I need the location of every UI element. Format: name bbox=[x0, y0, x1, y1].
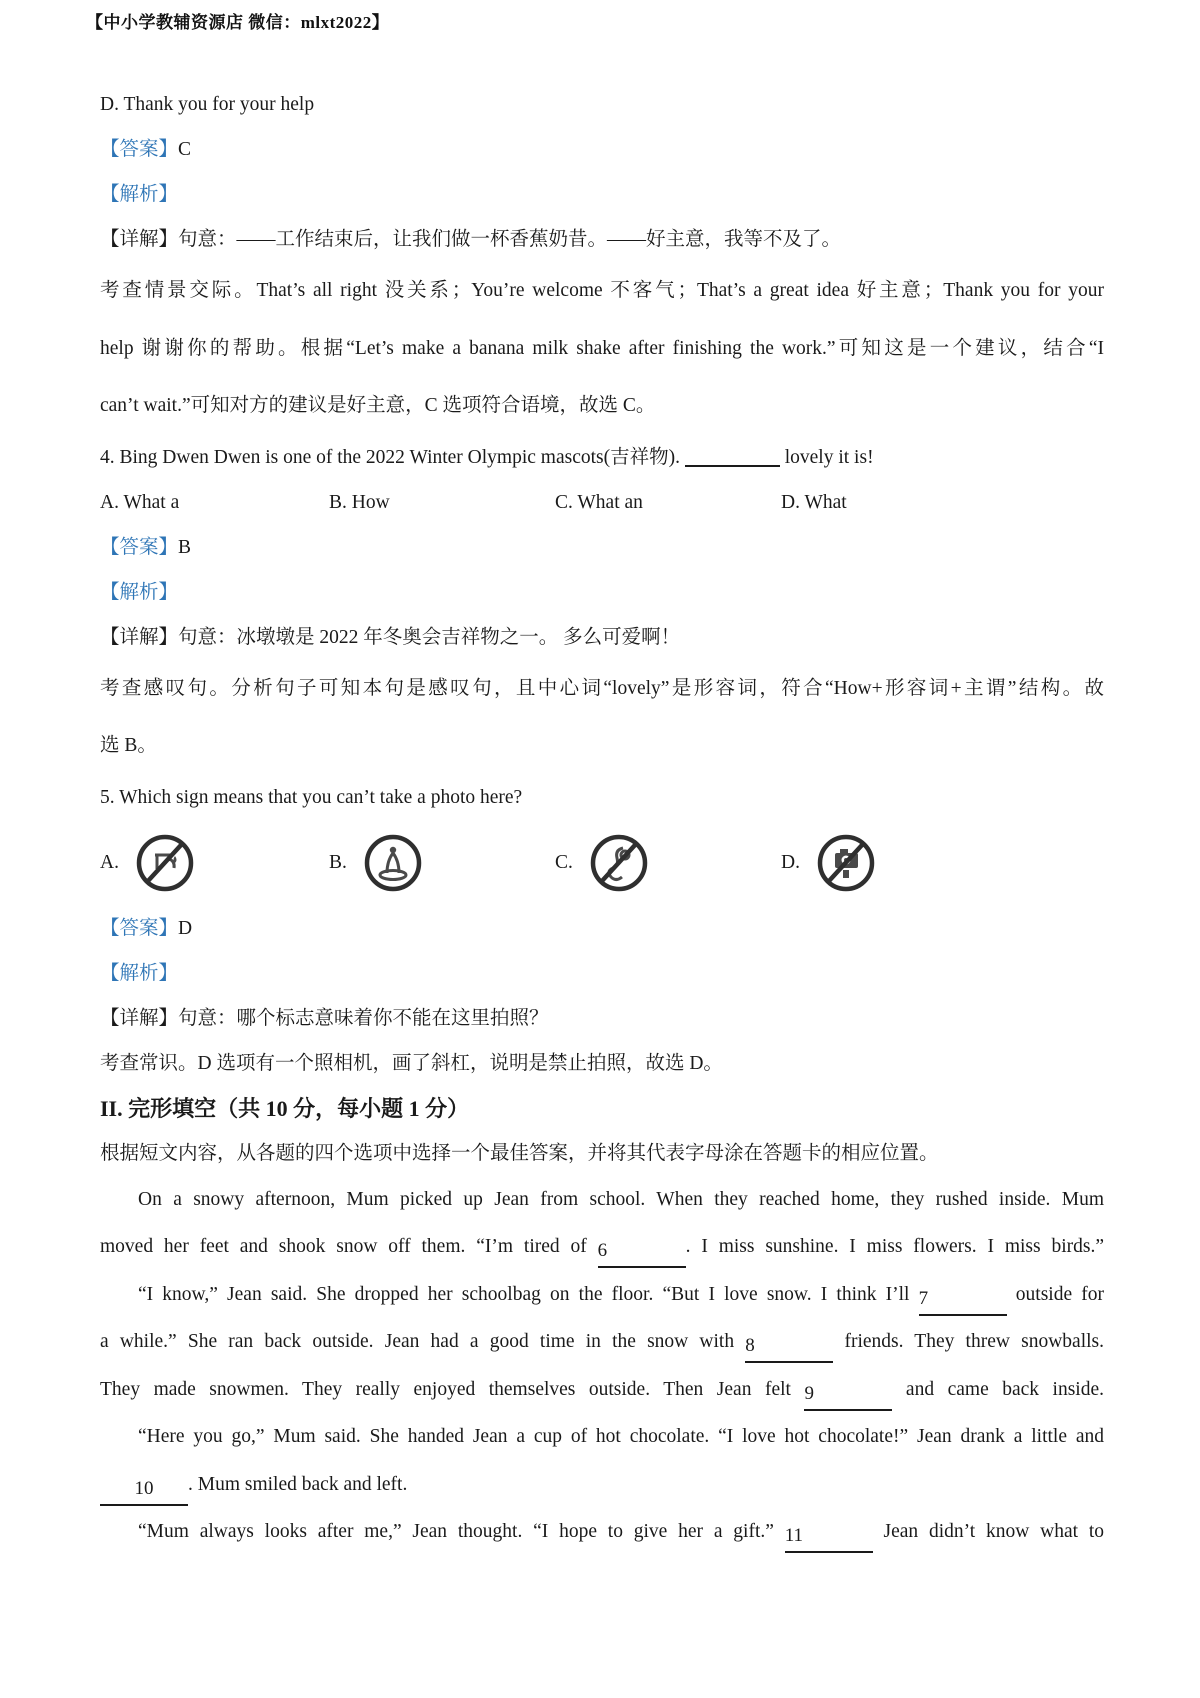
answer-label: 【解析】 bbox=[100, 962, 179, 984]
doc-line-9 bbox=[100, 525, 1104, 570]
doc-line-18 bbox=[100, 996, 1104, 1041]
text-segment: 考查情景交际。That’s all right 没关系；You’re welcome 不客气；That’s a great idea 好主意；Thank you for your bbox=[100, 280, 1104, 301]
doc-line-26 bbox=[100, 1366, 1104, 1414]
text-segment: D bbox=[178, 917, 193, 939]
option-letter: D. bbox=[781, 851, 800, 873]
cloze-blank-6: 6 bbox=[598, 1240, 686, 1268]
text-segment: 根据短文内容，从各题的四个选项中选择一个最佳答案，并将其代表字母涂在答题卡的相应位置。 bbox=[100, 1142, 939, 1164]
doc-line-13 bbox=[100, 717, 1104, 775]
option-letter: A. bbox=[100, 851, 119, 873]
doc-line-27 bbox=[100, 1413, 1104, 1461]
text-segment: They made snowmen. They really enjoyed themselves outside. Then Jean felt bbox=[100, 1378, 805, 1400]
doc-line-16 bbox=[100, 906, 1104, 951]
text-segment: 考查常识。D 选项有一个照相机，画了斜杠，说明是禁止拍照，故选 D。 bbox=[100, 1052, 723, 1074]
no-horn-sign-icon bbox=[589, 833, 649, 893]
text-segment: can’t wait.”可知对方的建议是好主意，C 选项符合语境，故选 C。 bbox=[100, 395, 656, 416]
text-segment: and came back inside. bbox=[892, 1378, 1104, 1400]
doc-line-14 bbox=[100, 775, 1104, 820]
doc-line-29 bbox=[100, 1508, 1104, 1556]
shop-watermark-header: 【中小学教辅资源店 微信：mlxt2022】 bbox=[86, 13, 390, 32]
options-row bbox=[100, 480, 1104, 525]
cloze-blank-8: 8 bbox=[745, 1335, 833, 1363]
text-segment: “Here you go,” Mum said. She handed Jean a cup of hot chocolate. “I love hot chocolate!” Jean drank a little and bbox=[138, 1426, 1104, 1447]
text-segment: D. Thank you for your help bbox=[100, 94, 315, 115]
doc-line-3 bbox=[100, 217, 1104, 262]
answer-label: 【答案】 bbox=[100, 139, 179, 160]
text-segment: 【详解】句意：——工作结束后，让我们做一杯香蕉奶昔。——好主意，我等不及了。 bbox=[100, 229, 842, 250]
doc-line-0 bbox=[100, 82, 1104, 127]
doc-line-25 bbox=[100, 1318, 1104, 1366]
cloze-blank-9: 9 bbox=[804, 1383, 892, 1411]
doc-line-1 bbox=[100, 127, 1104, 172]
sign-option-A bbox=[100, 820, 329, 906]
doc-line-23 bbox=[100, 1223, 1104, 1271]
sign-option-C bbox=[555, 820, 781, 906]
doc-line-4 bbox=[100, 262, 1104, 320]
text-segment: 4. Bing Dwen Dwen is one of the 2022 Winter Olympic mascots(吉祥物). bbox=[100, 446, 685, 468]
answer-label: 【答案】 bbox=[100, 917, 179, 939]
sign-option-D bbox=[781, 820, 1104, 906]
answer-label: 【解析】 bbox=[100, 184, 179, 205]
doc-line-17 bbox=[100, 951, 1104, 996]
text-segment: On a snowy afternoon, Mum picked up Jean from school. When they reached home, they rushed inside. Mum bbox=[138, 1188, 1104, 1210]
doc-line-6 bbox=[100, 377, 1104, 435]
text-segment: 【详解】句意：哪个标志意味着你不能在这里拍照？ bbox=[100, 1007, 549, 1029]
cloze-blank bbox=[685, 439, 780, 467]
doc-line-12 bbox=[100, 660, 1104, 718]
text-segment: Jean didn’t know what to bbox=[872, 1521, 1104, 1542]
doc-line-11 bbox=[100, 615, 1104, 660]
text-segment: II. 完形填空（共 10 分，每小题 1 分） bbox=[100, 1095, 470, 1121]
option-D: D. What bbox=[781, 491, 847, 513]
text-segment: 【详解】句意：冰墩墩是 2022 年冬奥会吉祥物之一。 多么可爱啊！ bbox=[100, 626, 681, 648]
text-segment: lovely it is! bbox=[779, 446, 874, 468]
text-segment: friends. They threw snowballs. bbox=[833, 1331, 1104, 1352]
text-segment: “Mum always looks after me,” Jean thought. “I hope to give her a gift.” bbox=[138, 1521, 785, 1542]
buddha-statue-sign-icon bbox=[363, 833, 423, 893]
doc-line-28 bbox=[100, 1461, 1104, 1509]
doc-line-19 bbox=[100, 1041, 1104, 1086]
answer-label: 【解析】 bbox=[100, 581, 179, 603]
sign-option-B bbox=[329, 820, 555, 906]
text-segment: . Mum smiled back and left. bbox=[188, 1473, 408, 1495]
doc-line-21 bbox=[100, 1131, 1104, 1176]
text-segment: B bbox=[178, 536, 192, 558]
cloze-blank-7: 7 bbox=[919, 1288, 1007, 1316]
option-A: A. What a bbox=[100, 491, 180, 513]
section-heading bbox=[100, 1086, 1104, 1131]
doc-line-7 bbox=[100, 435, 1104, 480]
option-C: C. What an bbox=[555, 491, 643, 513]
text-segment: 考查感叹句。分析句子可知本句是感叹句，且中心词“lovely”是形容词，符合“How+形容词+主谓”结构。故 bbox=[100, 677, 1104, 699]
cloze-blank-11: 11 bbox=[785, 1525, 873, 1553]
option-letter: B. bbox=[329, 851, 347, 873]
sign-options-row bbox=[100, 820, 1104, 906]
no-camera-sign-icon bbox=[816, 833, 876, 893]
text-segment: moved her feet and shook snow off them. “I’m tired of bbox=[100, 1236, 598, 1257]
doc-line-10 bbox=[100, 570, 1104, 615]
doc-line-2 bbox=[100, 172, 1104, 217]
text-segment: help 谢谢你的帮助。根据“Let’s make a banana milk shake after finishing the work.”可知这是一个建议，结合“I bbox=[100, 337, 1104, 359]
cloze-blank-10: 10 bbox=[100, 1478, 188, 1506]
text-segment: 选 B。 bbox=[100, 735, 157, 756]
text-segment: C bbox=[178, 139, 192, 160]
answer-label: 【答案】 bbox=[100, 536, 179, 558]
no-drinking-water-sign-icon bbox=[135, 833, 195, 893]
option-B: B. How bbox=[329, 491, 390, 513]
option-letter: C. bbox=[555, 851, 573, 873]
text-segment: 5. Which sign means that you can’t take a photo here? bbox=[100, 786, 523, 808]
text-segment: outside for bbox=[1006, 1283, 1104, 1305]
text-segment: a while.” She ran back outside. Jean had a good time in the snow with bbox=[100, 1331, 746, 1352]
doc-line-24 bbox=[100, 1271, 1104, 1319]
text-segment: “I know,” Jean said. She dropped her schoolbag on the floor. “But I love snow. I think I’ll bbox=[138, 1283, 919, 1305]
text-segment: . I miss sunshine. I miss flowers. I miss birds.” bbox=[685, 1236, 1104, 1257]
doc-line-5 bbox=[100, 320, 1104, 378]
exam-document bbox=[100, 82, 1104, 1556]
doc-line-22 bbox=[100, 1176, 1104, 1224]
